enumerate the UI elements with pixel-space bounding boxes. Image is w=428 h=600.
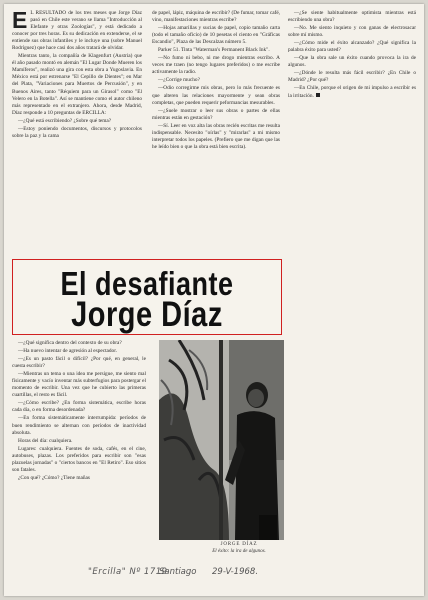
- headline-box: [12, 259, 282, 335]
- answer: —Mientras un tema o una idea me persigue, me siento mal físicamente y vacío inventar más subterfugios para postergar el momento de escribir. Una vez que he cubierto las primeras cuartillas, el resto es fácil.: [12, 371, 146, 399]
- question: ¿Con qué? ¿Cómo? ¿Tiene mañas: [18, 474, 90, 481]
- handwritten-magazine: "Ercilla" Nº 1719: [88, 567, 168, 577]
- answer: [288, 85, 416, 99]
- article-column-3: [288, 10, 416, 101]
- caption-text: El éxito: la ira de algunos.: [212, 548, 266, 554]
- answer: —Que la obra sale un éxito cuando provoca la ira de algunos.: [288, 55, 416, 69]
- paragraph: Mientras tanto, la compañía de Klagenfurt (Austria) que él año pasado montó en alemán "El Lugar Donde Mueren los Mamíferos", realizó una gira con esta obra a Yugoslavia. En México está por estrenarse "El Cepillo de Dientes"; en Mar del Plata, "Variaciones para Muertos de Percusión", y en Buenos Aires, tanto "Réquiem para un Girasol" como "El Velero en la Botella". Así se mantiene como el autor chileno más representado en el extranjero. Ahora, desde Madrid, Díaz responde a 10 preguntas de ERCILLA:: [12, 53, 142, 116]
- article-column-1: [12, 7, 142, 141]
- end-mark: [316, 93, 320, 97]
- answer: —En forma sistemáticamente interrumpida: períodos de buen rendimiento se alternan con períodos de inactividad absoluta.: [12, 415, 146, 436]
- question: —¿Se siente habitualmente optimista mientras está escribiendo una obra?: [288, 10, 416, 24]
- question: —¿Dónde le resulta más fácil escribir? ¿En Chile o Madrid? ¿Por qué?: [288, 70, 416, 84]
- answer: —Hojas amarillas y sucias de papel, copio tamaño carta (todo el tamaño oficio) de 10 pesetas el ciento en "Gráficas Escandio", Plaza de las Descalzas número 5.: [152, 25, 280, 46]
- question: —¿Es un pasto fácil o difícil? ¿Por qué, en general, le cuesta escribir?: [12, 356, 146, 370]
- paragraph: L RESULTADO de los tres meses que Jorge Díaz pasó en Chile este verano se llama "Introducción al Elefante y otras Zoologías", y está dedicado a conocer por tres horas. Es su dedicación en extenderse, el se entiende sus obras infantiles y le incluye una (sobre Manuel Rodríguez) que hace casi dos años tratará de olvidar.: [12, 10, 142, 52]
- caption-name: JORGE DÍAZ: [220, 542, 258, 547]
- photo-caption: [184, 542, 294, 555]
- paragraph: Lugares: cualquiera. Fuentes de soda, cafés, en el cine, autobuses, plazas. Los preferidos para escribir son "esas plazuelas jornadas" o "ciertos bancos en "El Retiro". Eso sitios son fatales.: [12, 445, 146, 473]
- drop-cap: E: [12, 7, 28, 33]
- answer: —Ha nuevo intentar de agresión al espectador.: [18, 348, 117, 355]
- handwritten-city: Santiago: [159, 567, 197, 577]
- question: —¿Suele mostrar o leer sus obras o partes de ellas mientras están en gestación?: [152, 107, 280, 121]
- answer: —Odio corregirme mis obras, pero lo más frecuente es que alteren las relaciones mayormente y sean obras completas, que pueden requerir peformancias mesurables.: [152, 85, 280, 106]
- question: —¿Qué está escribiendo? ¿Sobre qué tema?: [18, 117, 112, 124]
- paragraph: Parker 51. Tinta "Waterman's Permanent Black Ink".: [158, 47, 270, 54]
- photo-image: [159, 340, 284, 540]
- headline-line-1: El desafiante: [60, 265, 234, 303]
- paragraph: Horas del día: cualquiera.: [18, 437, 73, 444]
- answer: —No fumo ni bebo, ni me drogo mientras escribo. A veces me traen (no tengo lugares preferidos) o me escribe activamente la radio.: [152, 55, 280, 76]
- answer: —No. Me siento inquieto y con ganas de electrosacar sobre mí mismo.: [288, 25, 416, 39]
- clipping-page: [4, 4, 424, 596]
- headline-line-2: Jorge Díaz: [71, 295, 223, 335]
- answer-text: —En Chile, porque el origen de mi impulso a escribir es la irritación.: [288, 85, 416, 99]
- paragraph: de papel, lápiz, máquina de escribir? (De fumar, tomar café, vino, manifestaciones mientras escribe?: [152, 10, 280, 24]
- answer: —Sí. Leer en voz alta las obras recién escritas me resulta indispensable. Necesito "oírlas" y "mirarlas" a mi mismo interpretar todos los papeles. (Prefiero que me digan que las he leído bien o que la obra está bien escrita).: [152, 122, 280, 150]
- article-column-4: [12, 340, 146, 483]
- article-column-2: [152, 10, 280, 152]
- answer: —Estoy poniendo documentos, discursos y protocolos sobre la paz y la cama: [12, 125, 142, 139]
- question: —¿Cómo mide el éxito alcanzado? ¿Qué significa la palabra éxito para usted?: [288, 40, 416, 54]
- portrait-photo: [159, 340, 284, 540]
- question: —¿Cómo escribe? ¿En forma sistemática, escribe horas cada día, o en forma desordenada?: [12, 400, 146, 414]
- handwritten-date: 29-V-1968.: [212, 567, 259, 577]
- question: —¿Corrige mucho?: [158, 77, 200, 84]
- question: —¿Qué significa dentro del contexto de su obra?: [18, 340, 122, 346]
